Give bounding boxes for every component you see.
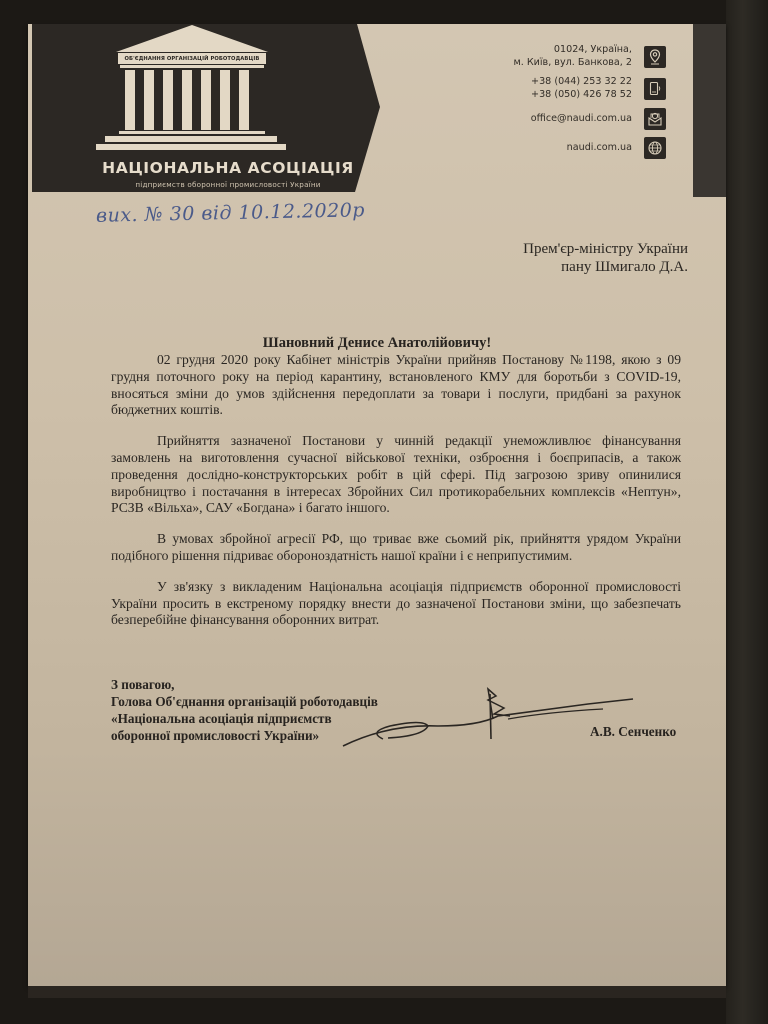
closing-line: «Національна асоціація підприємств — [111, 711, 332, 726]
paragraph: У зв'язку з викладеним Національна асоціація підприємств оборонної промисловості України просить в екстреному порядку внести до зазначеної Постанови зміни, що забезпечать безперебійне фінансування оборонних витрат. — [111, 578, 681, 628]
contact-website — [426, 137, 666, 159]
address-line-1: 01024, Україна, — [553, 44, 632, 55]
page-shadow — [28, 986, 726, 998]
org-subtitle: підприємств оборонної промисловості України — [135, 180, 321, 189]
location-pin-icon — [644, 46, 666, 68]
contact-phone — [426, 76, 666, 101]
recipient-block — [523, 240, 688, 276]
contact-address — [426, 44, 666, 69]
phone-1: +38 (044) 253 32 22 — [531, 76, 632, 87]
handwritten-signature — [328, 664, 648, 764]
closing-line: Голова Об'єднання організацій роботодавців — [111, 694, 378, 709]
email-address: office@naudi.com.ua — [530, 112, 632, 124]
recipient-title: Прем'єр-міністру України — [523, 241, 688, 257]
contact-block — [426, 44, 666, 166]
paragraph: Прийняття зазначеної Постанови у чинній редакції унеможливлює фінансування замовлень на виготовлення сучасної військової техніки, озброєння і боєприпасів, а також проведення дослідно-конструкторських робіт в цій сфері. Під загрозою зриву опинилися виробництво і постачання в інтересах Збройних Сил протикорабельних комплексів «Нептун», РСЗВ «Вільха», САУ «Богдана» і багато іншого. — [111, 433, 681, 516]
paragraph: 02 грудня 2020 року Кабінет міністрів України прийняв Постанову №1198, якою з 09 грудня поточного року на період карантину, встановленого КМУ для боротьби з COVID-19, вносяться зміни до умов здійснення передоплати за товари і послуги, придбані за рахунок бюджетних коштів. — [111, 352, 681, 418]
website-url: naudi.com.ua — [566, 141, 632, 153]
letter-body — [111, 352, 681, 643]
outgoing-number-note: вих. № 30 від 10.12.2020р — [95, 199, 366, 227]
logo-banner-text: ОБ'ЄДНАННЯ ОРГАНІЗАЦІЙ РОБОТОДАВЦІВ — [124, 56, 260, 62]
contact-email — [426, 108, 666, 130]
phone-2: +38 (050) 426 78 52 — [531, 88, 632, 100]
letter-page — [28, 24, 726, 986]
phone-icon — [644, 78, 666, 100]
paragraph: В умовах збройної агресії РФ, що триває вже сьомий рік, прийняття урядом України подібного рішення підриває обороноздатність нашої країни і є неприпустимим. — [111, 531, 681, 563]
org-name: НАЦІОНАЛЬНА АСОЦІАЦІЯ — [102, 159, 354, 177]
salutation: Шановний Денисе Анатолійовичу! — [262, 335, 492, 351]
closing-line: З повагою, — [111, 677, 175, 692]
address-line-2: м. Київ, вул. Банкова, 2 — [513, 56, 632, 68]
closing-line: оборонної промисловості України» — [111, 728, 320, 743]
signer-name: А.В. Сенченко — [590, 724, 677, 739]
header-right-strip — [693, 24, 726, 197]
email-icon — [644, 108, 666, 130]
globe-icon — [644, 137, 666, 159]
background-surface — [726, 0, 768, 1024]
recipient-name: пану Шмигало Д.А. — [561, 259, 688, 275]
